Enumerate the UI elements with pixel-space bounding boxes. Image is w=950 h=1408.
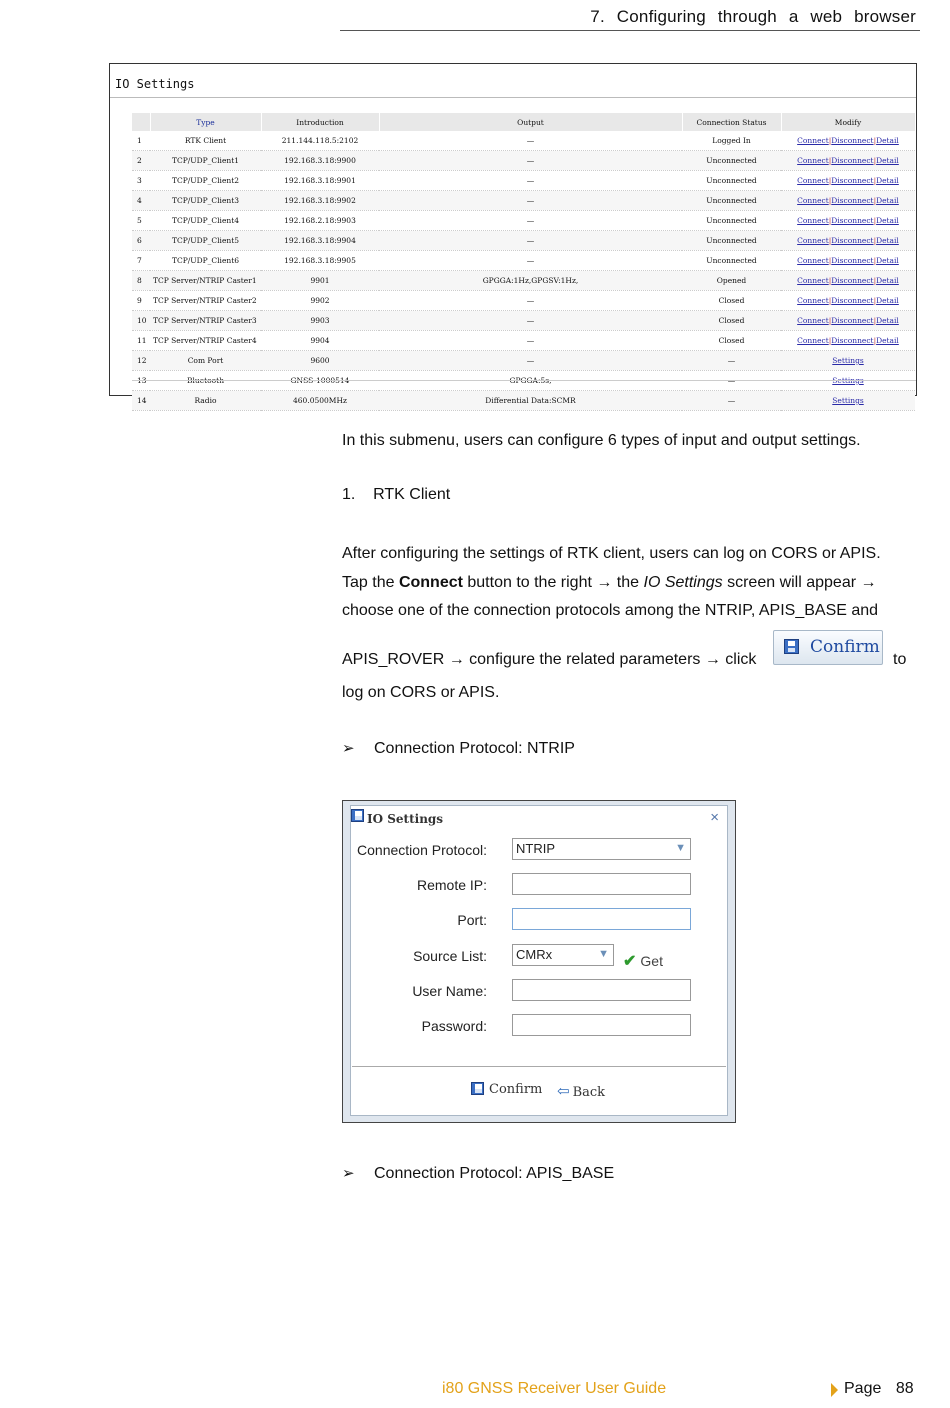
remote-ip-input[interactable] — [512, 873, 691, 895]
io-settings-title: IO Settings — [115, 77, 195, 91]
row-type: TCP Server/NTRIP Caster1 — [150, 271, 261, 291]
remote-ip-label: Remote IP: — [416, 877, 487, 893]
row-type: TCP/UDP_Client2 — [150, 171, 261, 191]
protocol-value: NTRIP — [516, 841, 555, 856]
row-status: Unconnected — [682, 211, 781, 231]
row-introduction: 192.168.3.18:9901 — [261, 171, 379, 191]
row-output: — — [379, 151, 682, 171]
row-modify — [781, 351, 915, 371]
row-type: TCP/UDP_Client5 — [150, 231, 261, 251]
row-type: TCP Server/NTRIP Caster3 — [150, 311, 261, 331]
connect-link[interactable]: Connect — [797, 336, 829, 345]
save-icon — [784, 639, 799, 654]
row-introduction: 9904 — [261, 331, 379, 351]
row-status: Unconnected — [682, 231, 781, 251]
row-type: Com Port — [150, 351, 261, 371]
footer-page-number — [844, 1380, 914, 1398]
io-table-bottom-rule — [132, 380, 916, 381]
back-button[interactable] — [557, 1082, 605, 1100]
row-status: Unconnected — [682, 191, 781, 211]
table-row — [132, 211, 915, 231]
table-row — [132, 171, 915, 191]
detail-link[interactable]: Detail — [876, 316, 899, 325]
col-status-header: Connection Status — [682, 113, 781, 131]
row-number: 13 — [132, 371, 150, 391]
connect-link[interactable]: Connect — [797, 216, 829, 225]
check-icon: ✔ — [623, 953, 637, 970]
row-number: 14 — [132, 391, 150, 411]
rtk-line-5: log on CORS or APIS. — [342, 684, 500, 701]
rtk-to-word: to — [893, 651, 907, 668]
link-separator: | — [828, 236, 832, 245]
detail-link[interactable]: Detail — [876, 336, 899, 345]
row-introduction: 192.168.3.18:9902 — [261, 191, 379, 211]
disconnect-link[interactable]: Disconnect — [831, 136, 874, 145]
close-icon[interactable]: × — [710, 809, 719, 826]
disconnect-link[interactable]: Disconnect — [831, 216, 874, 225]
row-status: Unconnected — [682, 251, 781, 271]
detail-link[interactable]: Detail — [876, 136, 899, 145]
row-modify — [781, 151, 915, 171]
protocol-label: Connection Protocol: — [357, 842, 487, 858]
table-row — [132, 231, 915, 251]
row-introduction: 192.168.3.18:9905 — [261, 251, 379, 271]
confirm-image-label: Confirm — [810, 637, 880, 657]
io-settings-screenshot — [109, 63, 917, 405]
connect-link[interactable]: Connect — [797, 276, 829, 285]
link-separator: | — [873, 176, 877, 185]
row-type: TCP/UDP_Client4 — [150, 211, 261, 231]
link-separator: | — [873, 136, 877, 145]
row-output: — — [379, 171, 682, 191]
row-type: TCP/UDP_Client1 — [150, 151, 261, 171]
row-modify — [781, 171, 915, 191]
confirm-button[interactable] — [471, 1082, 542, 1097]
row-output: — — [379, 211, 682, 231]
row-number: 3 — [132, 171, 150, 191]
table-row — [132, 311, 915, 331]
row-introduction: 192.168.3.18:9900 — [261, 151, 379, 171]
bullet-arrow-icon: ➢ — [342, 1165, 355, 1182]
back-arrow-icon: ⇦ — [557, 1082, 570, 1100]
row-output: — — [379, 191, 682, 211]
password-input[interactable] — [512, 1014, 691, 1036]
password-label: Password: — [421, 1018, 487, 1034]
connect-link[interactable]: Connect — [797, 136, 829, 145]
user-name-input[interactable] — [512, 979, 691, 1001]
connect-link[interactable]: Connect — [797, 236, 829, 245]
screen-appear-text: screen will appear → — [722, 573, 877, 591]
row-introduction: GNSS-1000514 — [261, 371, 379, 391]
detail-link[interactable]: Detail — [876, 236, 899, 245]
row-number: 9 — [132, 291, 150, 311]
row-modify — [781, 311, 915, 331]
row-status: Closed — [682, 331, 781, 351]
footer-guide-title: i80 GNSS Receiver User Guide — [442, 1380, 667, 1397]
link-separator: | — [873, 316, 877, 325]
protocol-select[interactable] — [512, 838, 691, 860]
table-row — [132, 251, 915, 271]
settings-link[interactable]: Settings — [832, 356, 864, 365]
link-separator: | — [828, 316, 832, 325]
button-right-text: button to the right → the — [462, 573, 644, 591]
row-introduction: 192.168.2.18:9903 — [261, 211, 379, 231]
get-button[interactable] — [623, 951, 663, 971]
row-number: 7 — [132, 251, 150, 271]
disconnect-link[interactable]: Disconnect — [831, 336, 874, 345]
rtk-instructions-paragraph — [342, 540, 902, 626]
row-output: — — [379, 251, 682, 271]
rtk-line-2 — [342, 569, 902, 598]
row-status: Unconnected — [682, 151, 781, 171]
connect-link[interactable]: Connect — [797, 316, 829, 325]
connect-keyword: Connect — [398, 573, 463, 591]
running-header: 7. Configuring through a web browser — [590, 7, 916, 26]
row-status: — — [682, 371, 781, 391]
row-modify — [781, 231, 915, 251]
row-modify — [781, 251, 915, 271]
section-heading-rtk-client: 1. RTK Client — [342, 486, 451, 503]
row-status: — — [682, 391, 781, 411]
row-modify — [781, 271, 915, 291]
disconnect-link[interactable]: Disconnect — [831, 236, 874, 245]
connect-link[interactable]: Connect — [797, 296, 829, 305]
disconnect-link[interactable]: Disconnect — [831, 296, 874, 305]
row-type: TCP/UDP_Client6 — [150, 251, 261, 271]
rtk-line-4: APIS_ROVER → configure the related parameters → click — [342, 651, 757, 668]
dialog-title: IO Settings — [367, 812, 444, 826]
table-row — [132, 351, 915, 371]
table-row — [132, 151, 915, 171]
row-type: TCP Server/NTRIP Caster2 — [150, 291, 261, 311]
row-number: 12 — [132, 351, 150, 371]
detail-link[interactable]: Detail — [876, 196, 899, 205]
row-output: — — [379, 311, 682, 331]
link-separator: | — [828, 196, 832, 205]
row-output: GPGGA:5s, — [379, 371, 682, 391]
disconnect-link[interactable]: Disconnect — [831, 256, 874, 265]
bullet-ntrip-text: Connection Protocol: NTRIP — [374, 740, 575, 757]
col-number-header — [132, 113, 150, 131]
link-separator: | — [873, 276, 877, 285]
user-name-label: User Name: — [412, 983, 487, 999]
table-row — [132, 271, 915, 291]
row-output: — — [379, 131, 682, 151]
link-separator: | — [873, 196, 877, 205]
row-introduction: 211.144.118.5:2102 — [261, 131, 379, 151]
link-separator: | — [873, 296, 877, 305]
link-separator: | — [828, 136, 832, 145]
port-input[interactable] — [512, 908, 691, 930]
link-separator: | — [873, 256, 877, 265]
row-type: TCP Server/NTRIP Caster4 — [150, 331, 261, 351]
table-row — [132, 191, 915, 211]
source-list-select[interactable] — [512, 944, 614, 966]
row-number: 6 — [132, 231, 150, 251]
detail-link[interactable]: Detail — [876, 216, 899, 225]
row-number: 8 — [132, 271, 150, 291]
row-introduction: 192.168.3.18:9904 — [261, 231, 379, 251]
row-status: Unconnected — [682, 171, 781, 191]
row-modify — [781, 291, 915, 311]
link-separator: | — [873, 336, 877, 345]
row-output: — — [379, 351, 682, 371]
row-introduction: 9902 — [261, 291, 379, 311]
row-number: 1 — [132, 131, 150, 151]
row-number: 10 — [132, 311, 150, 331]
connect-link[interactable]: Connect — [797, 196, 829, 205]
io-table-body — [132, 131, 915, 411]
chevron-down-icon: ▼ — [598, 948, 609, 960]
row-status: Opened — [682, 271, 781, 291]
rtk-line-3: choose one of the connection protocols among the NTRIP, APIS_BASE and — [342, 602, 879, 619]
link-separator: | — [828, 256, 832, 265]
bullet-ntrip — [342, 739, 575, 758]
detail-link[interactable]: Detail — [876, 156, 899, 165]
row-output: — — [379, 291, 682, 311]
table-row — [132, 391, 915, 411]
table-row — [132, 291, 915, 311]
settings-link[interactable]: Settings — [832, 396, 864, 405]
confirm-label: Confirm — [489, 1082, 543, 1097]
row-introduction: 9901 — [261, 271, 379, 291]
row-modify — [781, 191, 915, 211]
io-settings-keyword: IO Settings — [643, 573, 723, 591]
col-modify-header: Modify — [781, 113, 915, 131]
row-introduction: 460.0500MHz — [261, 391, 379, 411]
col-type-header: Type — [150, 113, 261, 131]
row-type: RTK Client — [150, 131, 261, 151]
link-separator: | — [828, 176, 832, 185]
tap-text: Tap the — [342, 573, 399, 591]
detail-link[interactable]: Detail — [876, 256, 899, 265]
back-label: Back — [572, 1085, 606, 1100]
get-label: Get — [640, 953, 663, 969]
source-list-value: CMRx — [516, 947, 553, 962]
row-output: — — [379, 231, 682, 251]
row-status: Logged In — [682, 131, 781, 151]
connect-link[interactable]: Connect — [797, 256, 829, 265]
port-label: Port: — [457, 912, 487, 928]
disconnect-link[interactable]: Disconnect — [831, 276, 874, 285]
row-modify — [781, 391, 915, 411]
connect-link[interactable]: Connect — [797, 176, 829, 185]
detail-link[interactable]: Detail — [876, 276, 899, 285]
link-separator: | — [828, 336, 832, 345]
io-settings-table — [132, 113, 916, 411]
row-introduction: 9600 — [261, 351, 379, 371]
dialog-save-icon — [351, 809, 364, 822]
link-separator: | — [828, 156, 832, 165]
link-separator: | — [828, 276, 832, 285]
row-modify — [781, 211, 915, 231]
row-modify — [781, 331, 915, 351]
link-separator: | — [873, 156, 877, 165]
bullet-apis-base-text: Connection Protocol: APIS_BASE — [374, 1165, 615, 1182]
row-modify — [781, 131, 915, 151]
save-icon — [471, 1082, 484, 1095]
disconnect-link[interactable]: Disconnect — [831, 176, 874, 185]
row-number: 4 — [132, 191, 150, 211]
page-number: 88 — [895, 1380, 914, 1397]
dialog-divider — [352, 1066, 726, 1067]
settings-link[interactable]: Settings — [832, 376, 864, 385]
row-number: 11 — [132, 331, 150, 351]
row-number: 2 — [132, 151, 150, 171]
row-status: Closed — [682, 291, 781, 311]
chevron-down-icon: ▼ — [675, 842, 686, 854]
footer-triangle-icon — [831, 1383, 838, 1397]
row-output: Differential Data:SCMR — [379, 391, 682, 411]
row-output: GPGGA:1Hz,GPGSV:1Hz, — [379, 271, 682, 291]
row-type: Radio — [150, 391, 261, 411]
header-rule — [340, 30, 920, 31]
table-row — [132, 131, 915, 151]
rtk-line-1: After configuring the settings of RTK client, users can log on CORS or APIS. — [342, 545, 881, 562]
dialog-body — [350, 805, 728, 1116]
detail-link[interactable]: Detail — [876, 176, 899, 185]
confirm-button-image — [773, 630, 883, 665]
connect-link[interactable]: Connect — [797, 156, 829, 165]
col-output-header: Output — [379, 113, 682, 131]
link-separator: | — [828, 296, 832, 305]
bullet-apis-base — [342, 1164, 614, 1183]
table-header-row — [132, 113, 915, 131]
io-settings-dialog-screenshot — [342, 800, 736, 1123]
link-separator: | — [873, 236, 877, 245]
row-type: TCP/UDP_Client3 — [150, 191, 261, 211]
table-row — [132, 331, 915, 351]
detail-link[interactable]: Detail — [876, 296, 899, 305]
link-separator: | — [828, 216, 832, 225]
bullet-arrow-icon: ➢ — [342, 740, 355, 757]
disconnect-link[interactable]: Disconnect — [831, 316, 874, 325]
row-type: Bluetooth — [150, 371, 261, 391]
intro-paragraph: In this submenu, users can configure 6 types of input and output settings. — [342, 432, 861, 449]
row-number: 5 — [132, 211, 150, 231]
row-status: — — [682, 351, 781, 371]
link-separator: | — [873, 216, 877, 225]
row-introduction: 9903 — [261, 311, 379, 331]
page-label: Page — [844, 1380, 882, 1397]
row-status: Closed — [682, 311, 781, 331]
source-list-label: Source List: — [413, 948, 487, 964]
disconnect-link[interactable]: Disconnect — [831, 196, 874, 205]
col-introduction-header: Introduction — [261, 113, 379, 131]
row-output: — — [379, 331, 682, 351]
disconnect-link[interactable]: Disconnect — [831, 156, 874, 165]
io-title-divider — [110, 97, 916, 98]
